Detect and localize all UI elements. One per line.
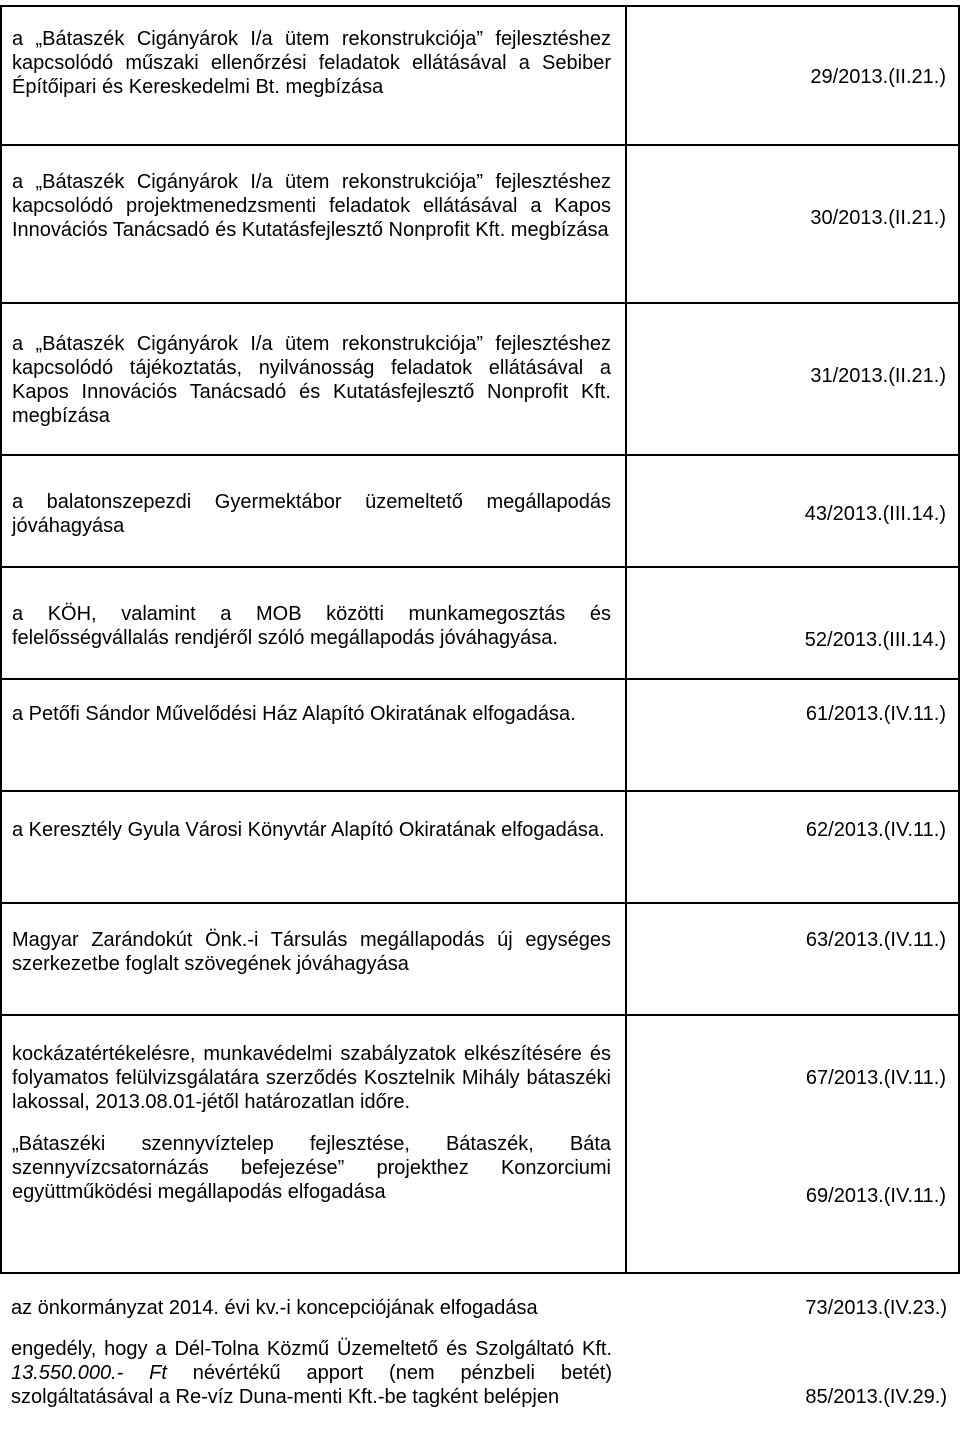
resolution-text xyxy=(1,1325,626,1409)
resolution-number-cell xyxy=(626,303,959,455)
resolution-text-content: az önkormányzat 2014. évi kv.-i koncepciójának elfogadása xyxy=(11,1297,538,1319)
resolution-text-content: a „Bátaszék Cigányárok I/a ütem rekonstrukciója” fejlesztéshez kapcsolódó tájékoztatás, nyilvánosság feladatok ellátásával a Kapos Innovációs Tanácsadó és Kutatásfejlesztő Nonprofit Kft. megbízása xyxy=(12,333,611,427)
resolution-text-content: a balatonszepezdi Gyermektábor üzemeltető megállapodás jóváhagyása xyxy=(12,491,611,537)
resolution-number-cell xyxy=(626,567,959,679)
resolution-number: 29/2013.(II.21.) xyxy=(810,66,946,88)
resolution-number: 31/2013.(II.21.) xyxy=(810,365,946,387)
resolution-number-cell xyxy=(626,1325,959,1409)
table-row xyxy=(1,6,959,145)
resolution-number: 52/2013.(III.14.) xyxy=(804,629,946,651)
text-part: engedély, hogy a Dél-Tolna Közmű Üzemeltető és Szolgáltató Kft. xyxy=(11,1338,612,1360)
table-row xyxy=(1,145,959,303)
resolution-text-content: „Bátaszéki szennyvíztelep fejlesztése, Bátaszék, Báta szennyvízcsatornázás befejezése” projekthez Konzorciumi együttműködési megállapodás elfogadása xyxy=(12,1133,611,1203)
resolution-number-cell xyxy=(626,1015,959,1273)
resolution-text-content: Magyar Zarándokút Önk.-i Társulás megállapodás új egységes szerkezetbe foglalt szövegének jóváhagyása xyxy=(12,929,611,975)
text-part-italic: 13.550.000.- Ft xyxy=(11,1362,167,1384)
resolution-number: 30/2013.(II.21.) xyxy=(810,207,946,229)
resolution-number-cell xyxy=(626,679,959,791)
resolution-number-cell xyxy=(626,903,959,1015)
resolution-text xyxy=(1,455,626,567)
resolution-text xyxy=(1,567,626,679)
resolution-text xyxy=(1,1015,626,1273)
resolution-text xyxy=(1,679,626,791)
resolution-text xyxy=(1,6,626,145)
resolution-text-content: a „Bátaszék Cigányárok I/a ütem rekonstrukciója” fejlesztéshez kapcsolódó projektmenedzsmenti feladatok ellátásával a Kapos Innovációs Tanácsadó és Kutatásfejlesztő Nonprofit Kft. megbízása xyxy=(12,171,611,241)
table-row xyxy=(1,1325,959,1409)
resolution-number-cell xyxy=(626,1273,959,1325)
table-row xyxy=(1,455,959,567)
resolution-text-content: a Petőfi Sándor Művelődési Ház Alapító Okiratának elfogadása. xyxy=(12,703,576,725)
table-row xyxy=(1,903,959,1015)
resolution-number: 62/2013.(IV.11.) xyxy=(805,819,946,841)
resolution-number: 73/2013.(IV.23.) xyxy=(805,1297,947,1319)
resolution-text xyxy=(1,145,626,303)
resolution-text xyxy=(1,903,626,1015)
table-row xyxy=(1,1015,959,1273)
resolution-number-cell xyxy=(626,145,959,303)
resolution-number-cell xyxy=(626,6,959,145)
resolution-text-content xyxy=(11,1337,612,1409)
resolution-number: 43/2013.(III.14.) xyxy=(804,503,946,525)
resolution-text-content: a „Bátaszék Cigányárok I/a ütem rekonstrukciója” fejlesztéshez kapcsolódó műszaki ellenőrzési feladatok ellátásával a Sebiber Építőipari és Kereskedelmi Bt. megbízása xyxy=(12,28,611,98)
resolution-number: 63/2013.(IV.11.) xyxy=(805,929,946,951)
resolution-number: 69/2013.(IV.11.) xyxy=(805,1185,946,1207)
table-row xyxy=(1,1273,959,1325)
resolution-text-content: a Keresztély Gyula Városi Könyvtár Alapító Okiratának elfogadása. xyxy=(12,819,605,841)
resolution-number-cell xyxy=(626,791,959,903)
resolution-text xyxy=(1,303,626,455)
text-part: névértékű apport (nem pénzbeli betét) szolgáltatásával a Re-víz Duna-menti Kft.-be tagként belépjen xyxy=(11,1362,612,1408)
resolution-number: 67/2013.(IV.11.) xyxy=(805,1067,946,1089)
resolution-text xyxy=(1,791,626,903)
table-row xyxy=(1,679,959,791)
resolution-number-cell xyxy=(626,455,959,567)
resolution-text-content: kockázatértékelésre, munkavédelmi szabályzatok elkészítésére és folyamatos felülvizsgálatára szerződés Kosztelnik Mihály bátaszéki lakossal, 2013.08.01-jétől határozatlan időre. xyxy=(12,1043,611,1113)
resolution-text-content: a KÖH, valamint a MOB közötti munkamegosztás és felelősségvállalás rendjéről szóló megállapodás jóváhagyása. xyxy=(12,603,611,649)
resolution-number: 61/2013.(IV.11.) xyxy=(805,703,946,725)
table-row xyxy=(1,791,959,903)
table-row xyxy=(1,303,959,455)
resolution-number: 85/2013.(IV.29.) xyxy=(805,1386,947,1408)
resolution-text xyxy=(1,1273,626,1325)
table-row xyxy=(1,567,959,679)
resolutions-table xyxy=(0,5,960,1409)
